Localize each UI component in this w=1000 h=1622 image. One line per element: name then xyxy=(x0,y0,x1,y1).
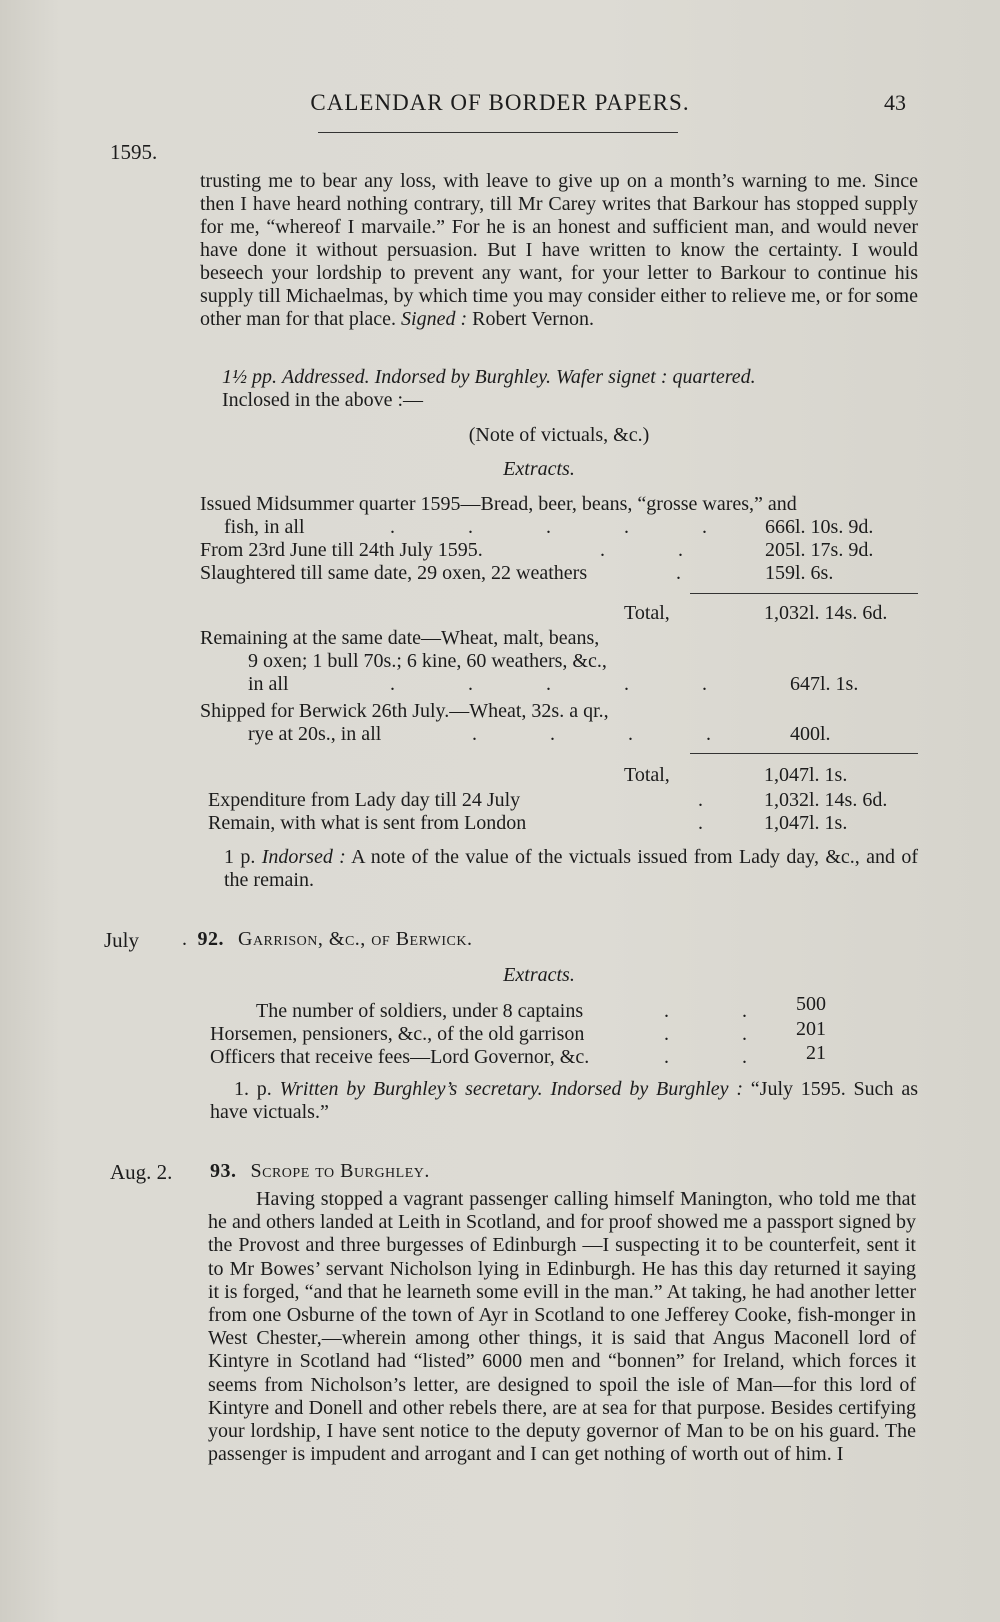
victual-row: Issued Midsummer quarter 1595—Bread, beer, beans, “grosse wares,” and xyxy=(200,493,797,515)
victual-row: fish, in all xyxy=(224,516,305,538)
victual-row: Remaining at the same date—Wheat, malt, beans, xyxy=(200,627,600,649)
total-rule xyxy=(690,753,918,754)
victuals-extracts-label: Extracts. xyxy=(503,458,575,480)
page-number: 43 xyxy=(884,90,906,115)
entry-heading-92: . 92. Garrison, &c., of Berwick. xyxy=(182,928,473,950)
margin-year: 1595. xyxy=(110,140,158,164)
letter-tail xyxy=(200,170,918,331)
victual-total-amount: 1,047l. 1s. xyxy=(764,764,848,786)
victuals-note: 1 p. Indorsed : A note of the value of the victuals issued from Lady day, &c., and of the remain. xyxy=(224,846,919,891)
leader-dots: . . xyxy=(600,539,717,561)
victual-amount: 400l. xyxy=(790,723,831,745)
victual-row: in all xyxy=(248,673,289,695)
victual-amount: 647l. 1s. xyxy=(790,673,859,695)
garrison-value: 21 xyxy=(806,1042,826,1064)
entry92-note: 1. p. Written by Burghley’s secretary. Indorsed by Burghley : “July 1595. Such as have victuals.” xyxy=(210,1078,918,1123)
victual-row: Expenditure from Lady day till 24 July xyxy=(208,789,521,811)
victual-row: From 23rd June till 24th July 1595. xyxy=(200,539,483,561)
leader-dots: . . xyxy=(664,1000,781,1022)
garrison-item: Officers that receive fees—Lord Governor, &c. xyxy=(210,1046,590,1068)
victual-row: Slaughtered till same date, 29 oxen, 22 weathers xyxy=(200,562,588,584)
leader-dots: . xyxy=(698,789,737,811)
endorsement-note: 1½ pp. Addressed. Indorsed by Burghley. Wafer signet : quartered. xyxy=(222,366,756,388)
leader-dots: . . . . xyxy=(472,723,745,745)
leader-dots: . xyxy=(698,812,737,834)
header-rule xyxy=(318,132,678,133)
signed-name: Robert Vernon. xyxy=(472,308,594,330)
garrison-value: 500 xyxy=(796,993,826,1015)
victual-amount: 1,032l. 14s. 6d. xyxy=(764,789,888,811)
entry93-letter-text: Having stopped a vagrant passenger calling himself Manington, who told me that he and others landed at Leith in Scotland, and for proof showed me a passport signed by the Provost and three burgesses of Edinburgh —I suspecting it to be counterfeit, sent it to Mr Bowes’ servant Nicholson lying in Edinburgh. He has this day returned it saying it is forged, “and that he learneth some evill in the man.” At taking, he had another letter from one Osburne of the town of Ayr in Scotland to one Jefferey Cooke, fish-monger in West Chester,—wherein among other things, it is said that Angus Maconell lord of Kintyre in Scotland had “listed” 6000 men and “bonnen” for Ireland, which forces it seems from Nicholson’s letter, are designed to spoil the isle of Man—for this lord of Kintyre and Donell and other rebels there, are at sea for that purpose. Besides certifying your lordship, I have sent notice to the deputy governor of Man to be on his guard. The passenger is impudent and arrogant and I can get nothing of worth out of him. I xyxy=(208,1188,916,1466)
leader-dots: . . xyxy=(664,1046,781,1068)
garrison-value: 201 xyxy=(796,1018,826,1040)
victual-row: Remain, with what is sent from London xyxy=(208,812,527,834)
margin-date-july: July xyxy=(104,928,140,952)
victual-row: rye at 20s., in all xyxy=(248,723,382,745)
garrison-item: Horsemen, pensioners, &c., of the old garrison xyxy=(210,1023,585,1045)
victual-row: Shipped for Berwick 26th July.—Wheat, 32s. a qr., xyxy=(200,700,609,722)
entry-heading-93: 93. Scrope to Burghley. xyxy=(210,1160,430,1182)
leader-dots: . . . . . xyxy=(390,673,741,695)
running-title: CALENDAR OF BORDER PAPERS. xyxy=(310,90,690,115)
inclosed-line: Inclosed in the above :— xyxy=(222,389,424,411)
garrison-item: The number of soldiers, under 8 captains xyxy=(256,1000,584,1022)
victuals-title: (Note of victuals, &c.) xyxy=(468,424,650,446)
total-rule xyxy=(690,593,918,594)
victual-amount: 1,047l. 1s. xyxy=(764,812,848,834)
margin-date-aug: Aug. 2. xyxy=(110,1160,173,1184)
letter-tail-text: trusting me to bear any loss, with leave to give up on a month’s warning to me. Since then I have heard nothing contrary, till Mr Carey writes that Barkour has stopped supply for me, “whereof I marvaile.” For he is an honest and sufficient man, and would never have done it without persuasion. But I have written to know the certainty. I would beseech your lordship to prevent any want, for your letter to Barkour to continue his supply till Michaelmas, by which time you may consider either to relieve me, or for some other man for that place. Signed : Robert Vernon. xyxy=(200,170,918,330)
leader-dots: . xyxy=(676,562,715,584)
entry92-extracts-label: Extracts. xyxy=(503,964,575,986)
leader-dots: . . . . . xyxy=(390,516,741,538)
victual-total-label: Total, xyxy=(624,602,670,624)
victual-amount: 666l. 10s. 9d. xyxy=(765,516,874,538)
victual-amount: 159l. 6s. xyxy=(765,562,834,584)
leader-dots: . . xyxy=(664,1023,781,1045)
victual-amount: 205l. 17s. 9d. xyxy=(765,539,874,561)
signed-label: Signed : xyxy=(401,308,468,330)
victual-row: 9 oxen; 1 bull 70s.; 6 kine, 60 weathers, &c., xyxy=(248,650,607,672)
victual-total-label: Total, xyxy=(624,764,670,786)
victual-total-amount: 1,032l. 14s. 6d. xyxy=(764,602,888,624)
